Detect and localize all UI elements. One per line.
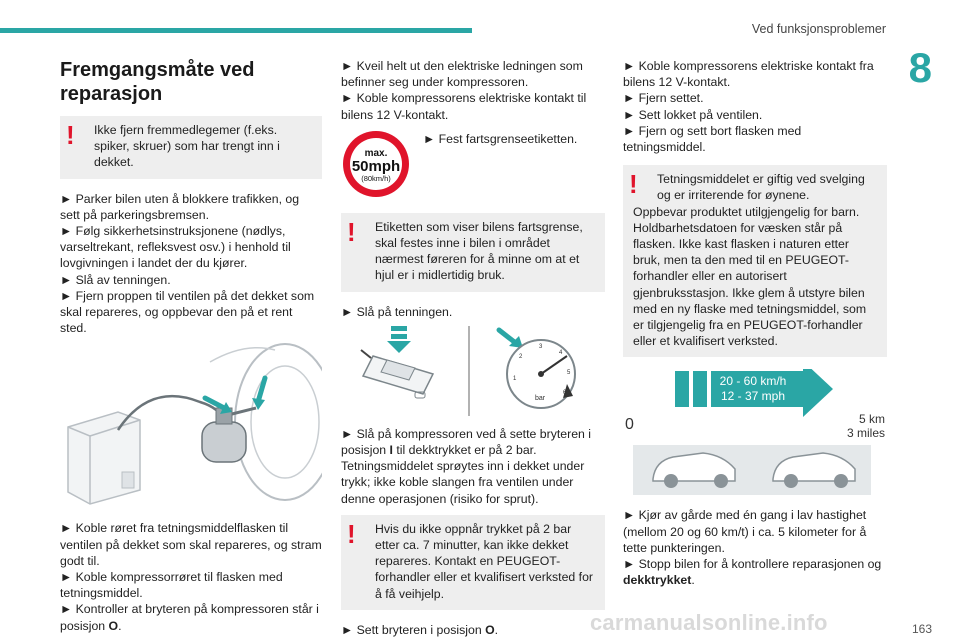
top-accent-bar xyxy=(0,28,472,33)
gauge-tick: 1 xyxy=(513,375,517,382)
step: ► Fest fartsgrenseetiketten. xyxy=(423,131,578,146)
step: ► Fjern og sett bort flasken med tetningsmiddel. xyxy=(623,123,802,155)
chapter-number: 8 xyxy=(908,44,932,91)
step: ► Slå av tenningen. xyxy=(60,272,171,287)
warning-box xyxy=(60,116,322,179)
speed-limit-sign-icon xyxy=(341,129,411,199)
step: ► Kjør av gårde med én gang i lav hastighet (mellom 20 og 60 km/t) i ca. 5 kilometer for å tette punkteringen. xyxy=(623,508,867,555)
distance-km-label: 5 km xyxy=(858,412,885,427)
warning-box xyxy=(341,515,605,610)
step: ► Koble kompressorens elektriske kontakt til bilens 12 V-kontakt. xyxy=(341,91,587,122)
gauge-tick: 3 xyxy=(539,343,543,350)
page-number: 163 xyxy=(911,622,932,636)
step: ► Sett lokket på ventilen. xyxy=(623,107,763,122)
gauge-tick: 2 xyxy=(519,353,523,360)
step: ► Stopp bilen for å kontrollere reparasjonen og dekktrykket. xyxy=(623,557,882,588)
warning-box xyxy=(341,213,605,292)
warning-box xyxy=(623,165,887,357)
compressor-connection-illustration xyxy=(60,342,322,510)
sign-line-3: (80km/h) xyxy=(361,173,391,183)
step: ► Slå på tenningen. xyxy=(341,304,453,319)
switch-position: O xyxy=(485,622,495,637)
driving-instruction-illustration xyxy=(623,369,887,497)
speed-kmh-label: 20 - 60 km/h xyxy=(719,374,787,389)
emphasis-tyre-pressure: dekktrykket xyxy=(623,573,692,588)
step: ► Slå på kompressoren ved å sette bryteren i posisjon I til dekktrykket er på 2 bar. Tetningsmiddelet sprøytes inn i dekket under trykk; ikke koble slangen fra ventilen under denne operasjonen (risiko for sprut). xyxy=(341,426,592,506)
warning-exclamation-icon: ! xyxy=(347,518,356,549)
warning-text: Tetningsmiddelet er giftig ved svelging og er irriterende for øynene. xyxy=(657,172,865,203)
step: ► Sett bryteren i posisjon O. xyxy=(341,622,499,637)
switch-position: I xyxy=(389,443,393,458)
switch-position: O xyxy=(108,618,119,633)
speed-mph-label: 12 - 37 mph xyxy=(720,389,786,404)
step: ► Kveil helt ut den elektriske ledningen som befinner seg under kompressoren. xyxy=(341,59,583,90)
step: ► Koble kompressorrøret til flasken med tetningsmiddel. xyxy=(60,570,283,601)
distance-miles-label: 3 miles xyxy=(846,426,885,441)
column-1 xyxy=(60,58,322,634)
warning-text: Oppbevar produktet utilgjengelig for barn. Holdbarhetsdatoen for væsken står på flasken. Ikke kast flasken i naturen etter bruk, men ta den med til en PEUGEOT-forhandler eller en autorisert gjenbruksstasjon. Ikke glem å utstyre bilen med en ny flaske med tetningsmiddel, som er tilgjengelig fra en PEUGEOT-forhandler eller et kvalifisert verksted. xyxy=(633,204,867,349)
gauge-unit: bar xyxy=(535,394,546,402)
step: ► Koble kompressorens elektriske kontakt fra bilens 12 V-kontakt. xyxy=(623,59,874,90)
sign-line-2: 50mph xyxy=(351,157,401,175)
warning-text: Etiketten som viser bilens fartsgrense, skal festes inne i bilen i området nærmest føreren for å minne om at et hjul er i midlertidig bruk. xyxy=(375,219,583,283)
section-title: Ved funksjonsproblemer xyxy=(751,22,886,36)
warning-exclamation-icon: ! xyxy=(66,120,75,150)
gauge-tick: 5 xyxy=(567,369,571,376)
step: ► Fjern settet. xyxy=(623,91,704,106)
column-3 xyxy=(623,58,887,588)
step: ► Fjern proppen til ventilen på det dekket som skal repareres, og oppbevar den på et rent sted. xyxy=(60,288,315,336)
warning-text: Ikke fjern fremmedlegemer (f.eks. spiker, skruer) som har trengt inn i dekket. xyxy=(94,123,280,170)
step: ► Parker bilen uten å blokkere trafikken, og sett på parkeringsbremsen. xyxy=(60,191,300,222)
warning-exclamation-icon: ! xyxy=(629,169,638,200)
compressor-switch-gauge-illustration xyxy=(341,326,605,416)
step: ► Følg sikkerhetsinstruksjonene (nødlys, varseltrekant, refleksvest osv.) i henhold til lovgivningen i landet der du kjører. xyxy=(60,224,291,271)
page-heading: Fremgangsmåte ved reparasjon xyxy=(60,59,255,105)
step: ► Koble røret fra tetningsmiddelflasken til ventilen på dekket som skal repareres, og stram godt til. xyxy=(60,521,322,568)
sign-line-1: max. xyxy=(364,147,388,159)
gauge-tick: 6 xyxy=(563,389,567,396)
column-2 xyxy=(341,58,605,638)
step: ► Kontroller at bryteren på kompressoren står i posisjon O. xyxy=(60,602,319,633)
gauge-tick: 4 xyxy=(559,349,563,356)
start-distance-label: 0 xyxy=(625,416,634,434)
warning-text: Hvis du ikke oppnår trykket på 2 bar etter ca. 7 minutter, kan ikke dekket repareres. Kontakt en PEUGEOT-forhandler eller et kvalifisert verksted for å få veihjelp. xyxy=(375,521,594,601)
watermark: carmanualsonline.info xyxy=(590,610,828,635)
speed-label-row xyxy=(341,129,605,199)
warning-exclamation-icon: ! xyxy=(347,216,356,247)
